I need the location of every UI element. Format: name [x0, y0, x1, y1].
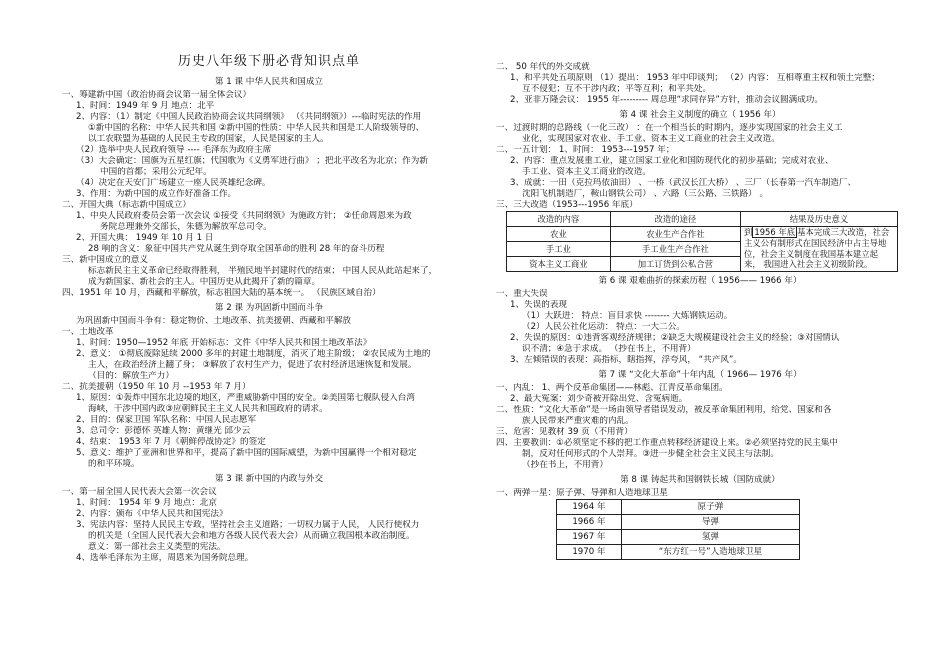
- text-line: 互不侵犯；互不干涉内政；平等互利；和平共处。: [522, 84, 712, 94]
- defense-year: 1970 年: [557, 545, 622, 560]
- text-line: 2、失误的原因：①违背客观经济规律；②缺乏大规模建设社会主义的经验；③对国情认: [510, 333, 840, 343]
- text-line: 3、成就：一田（克拉玛依油田） 、一桥（武汉长江大桥） 、三厂（长春第一汽车制造厂、: [510, 178, 857, 188]
- reform-cell: 农业: [507, 227, 611, 242]
- text-line: 3、左倾错误的表现：高指标，瞎指挥，浮夸风， “共产风”。: [510, 355, 742, 365]
- text-line: 中国的首都；采用公元纪年。: [100, 166, 212, 177]
- text-line: 1、时间：1950—1952 年底 开始标志：文件《中华人民共和国土地改革法》: [76, 337, 372, 348]
- table-row: [557, 530, 800, 545]
- defense-year: 1964 年: [557, 500, 622, 515]
- reform-cell: 手工业: [507, 242, 611, 257]
- text-line: 的机关是（全国人民代表大会和地方各级人民代表大会）从而确立我国根本政治制度。: [88, 530, 415, 541]
- lesson-heading: 第 1 课 中华人民共和国成立: [214, 76, 324, 87]
- reform-header-cell: 结果及历史意义: [741, 212, 898, 227]
- text-line: 四、1951 年 10 月，西藏和平解放，标志祖国大陆的基本统一。 （民族区域自治）: [62, 287, 381, 298]
- text-line: 手工业、资本主义工商业的改造。: [522, 167, 651, 177]
- text-line: 1、和平共处五项原则 （1）提出： 1953 年中印谈判； （2）内容： 互相尊重主权和领土完整；: [510, 73, 880, 83]
- reform-header-cell: 改造的途径: [610, 212, 740, 227]
- text-line: （1）大跃进： 特点：盲目求快 -------- 大炼钢铁运动。: [522, 311, 733, 321]
- text-line: 2、最大冤案：刘少奇被开除出党、含冤病逝。: [510, 394, 688, 404]
- text-line: 沈阳飞机制造厂，鞍山钢铁公司） 、六路（三公路、三铁路） 。: [522, 189, 769, 199]
- text-line: 2、内容：（1）制定《中国人民政治协商会议共同纲领》 （《共同纲领》）---临时宪法的作用: [76, 111, 422, 122]
- lesson-heading: 第 3 课 新中国的内政与外交: [214, 473, 324, 484]
- table-row: [557, 545, 800, 560]
- text-line: 28 响的含义：象征中国共产党从诞生到夺取全国革命的胜利 28 年的奋斗历程: [88, 243, 385, 254]
- reform-cell: 农业生产合作社: [610, 227, 740, 242]
- text-line: 2、内容：重点发展重工业，建立国家工业化和国防现代化的初步基础；完成对农业、: [510, 156, 834, 166]
- defense-item: 氢弹: [621, 530, 799, 545]
- lesson-heading: 第 8 课 铸起共和国钢铁长城（国防成就）: [620, 475, 780, 485]
- note-suffix: 基本完成三大改造，社会: [797, 227, 890, 237]
- text-line: 2、亚非万隆会议： 1955 年--------- 周总理“求同存异”方针，推动会议圆满成功。: [510, 95, 823, 105]
- reform-table: [506, 211, 898, 272]
- text-line: （4）决定在天安门广场建立一座人民英雄纪念碑。: [76, 177, 271, 188]
- text-line: 族人民带来严重灾难的内乱。: [522, 416, 634, 426]
- text-line: ①新中国的名称：中华人民共和国 ②新中国的性质：中华人民共和国是工人阶级领导的、: [88, 122, 425, 133]
- text-line: 一、重大失误: [496, 289, 548, 299]
- defense-year: 1966 年: [557, 515, 622, 530]
- text-line: （2）人民公社化运动： 特点：一大二公。: [522, 322, 685, 332]
- text-line: 一、筹建新中国（政治协商会议第一届全体会议）: [62, 89, 252, 100]
- reform-cell: 加工订货到公私合营: [610, 257, 740, 272]
- lesson-heading: 第 4 课 社会主义制度的确立（ 1956 年）: [619, 110, 781, 120]
- text-line: 一、土地改革: [62, 326, 114, 337]
- text-line: 1、原因：①轰炸中国东北边境的地区，严重威胁新中国的安全。②美国第七舰队侵入台湾: [76, 392, 415, 403]
- text-line: （3）大会确定：国旗为五星红旗；代国歌为《义勇军进行曲》 ；把北平改名为北京；作为新: [76, 155, 428, 166]
- defense-item: 导弹: [621, 515, 799, 530]
- defense-year: 1967 年: [557, 530, 622, 545]
- text-line: （2）选举中央人民政府领导 ---- 毛泽东为政府主席: [76, 144, 272, 155]
- text-line: 2、目的：保家卫国 军队名称：中国人民志愿军: [76, 414, 257, 425]
- text-line: 3、总司令：彭德怀 英雄人物：黄继光 邱少云: [76, 425, 251, 436]
- text-line: 2、意义： ①彻底废除延续 2000 多年的封建土地制度，消灭了地主阶级； ②农民成为土地的: [76, 348, 431, 359]
- table-row: [557, 515, 800, 530]
- text-line: 二、性质：“文化大革命”是一场由领导者错误发动，被反革命集团利用，给党、国家和各: [496, 405, 832, 415]
- note-prefix: 到: [744, 227, 753, 237]
- text-line: 的和平环境。: [88, 458, 140, 469]
- reform-cell: 资本主义工商业: [507, 257, 611, 272]
- text-line: 一、两弹一星：原子弹、导弹和人造地球卫星: [496, 488, 668, 498]
- text-line: 2、内容：颁布《中华人民共和国宪法》: [76, 508, 228, 519]
- text-line: 标志新民主主义革命已经取得胜利， 半殖民地半封建时代的结束； 中国人民从此站起来了，: [88, 265, 438, 276]
- note-rest: 主义公有制形式在国民经济中占主导地位，社会主义制度在我国基本建立起来， 我国进入社会主义初级阶段。: [744, 237, 887, 270]
- text-line: 三、危害：见教材 39 页（不用背）: [496, 427, 633, 437]
- reform-result-note: [741, 227, 898, 272]
- text-line: 主人，在政治经济上翻了身； ③解放了农村生产力，促进了农村经济迅速恢复和发展。: [88, 359, 417, 370]
- text-line: 以工农联盟为基础的人民民主专政的国家，人民是国家的主人。: [88, 133, 329, 144]
- text-line: 制，反对任何形式的个人崇拜。③进一步健全社会主义民主与法制。: [522, 449, 779, 459]
- table-row: [557, 500, 800, 515]
- text-line: 识不清；④急于求成。 （抄在书上，不用背）: [522, 344, 696, 354]
- right-content-bottom: [496, 276, 904, 499]
- lesson-heading: 第 7 课 “文化大革命”十年内乱（ 1966— 1976 年）: [598, 370, 802, 380]
- text-line: 2、开国大典： 1949 年 10 月 1 日: [76, 232, 214, 243]
- text-line: 三、三大改造（1953---1956 年底）: [496, 200, 638, 210]
- text-line: 二、开国大典（标志新中国成立）: [62, 199, 191, 210]
- text-line: 三、新中国成立的意义: [62, 254, 148, 265]
- text-line: 一、第一届全国人民代表大会第一次会议: [62, 486, 217, 497]
- text-line: 二、抗美援朝（1950 年 10 月 --1953 年 7 月）: [62, 381, 251, 392]
- text-line: 务院总理兼外交部长，朱德为解放军总司令。: [100, 221, 272, 232]
- defense-item: “东方红一号”人造地球卫星: [621, 545, 799, 560]
- note-year: 1956 年底: [754, 227, 796, 237]
- right-content-top: [496, 62, 904, 211]
- defense-table: [556, 499, 800, 560]
- text-line: 3、宪法内容：坚持人民民主专政，坚持社会主义道路；一切权力属于人民， 人民行使权力: [76, 519, 420, 530]
- defense-item: 原子弹: [621, 500, 799, 515]
- text-line: 业化，实现国家对农业、手工业、资本主义工商业的社会主义改造。: [522, 134, 780, 144]
- text-line: 二、一五计划： 1、时间： 1953---1957 年；: [496, 145, 675, 155]
- text-line: 1、中央人民政府委员会第一次会议 ①接受《共同纲领》为施政方针； ②任命周恩来为政: [76, 210, 412, 221]
- text-line: 一、内乱： 1、两个反革命集团——林彪、江青反革命集团。: [496, 383, 728, 393]
- left-content: [62, 77, 476, 564]
- text-line: 为巩固新中国而斗争有：稳定物价、土地改革、抗美援朝、西藏和平解放: [76, 315, 352, 326]
- text-line: 二、 50 年代的外交成就: [496, 62, 590, 72]
- text-line: 一、过渡时期的总路线（一化三改） ：在一个相当长的时期内，逐步实现国家的社会主义工: [496, 123, 843, 133]
- text-line: 4、选举毛泽东为主席，周恩来为国务院总理。: [76, 552, 254, 563]
- lesson-heading: 第 2 课 为巩固新中国而斗争: [214, 302, 324, 313]
- reform-table-header: [507, 212, 898, 227]
- text-line: 4、结束： 1953 年 7 月《朝鲜停战协定》的签定: [76, 436, 266, 447]
- text-line: 1、失误的表现: [510, 300, 568, 310]
- right-column: [496, 62, 904, 560]
- page-title: 历史八年级下册必背知识点单: [177, 54, 360, 69]
- text-line: 海峡，干涉中国内政③应朝鲜民主主义人民共和国政府的请求。: [88, 403, 328, 414]
- lesson-heading: 第 6 课 艰难曲折的探索历程（ 1956—— 1966 年）: [598, 276, 802, 286]
- text-line: （抄在书上，不用背）: [522, 460, 608, 470]
- text-line: 5、意义：维护了亚洲和世界和平，提高了新中国的国际威望，为新中国赢得一个相对稳定: [76, 447, 417, 458]
- reform-cell: 手工业生产合作社: [610, 242, 740, 257]
- left-column: [62, 54, 476, 564]
- text-line: （目的：解放生产力）: [88, 370, 174, 381]
- text-line: 1、时间： 1954 年 9 月 地点：北京: [76, 497, 217, 508]
- text-line: 1、时间：1949 年 9 月 地点：北平: [76, 100, 215, 111]
- text-line: 四、主要教训：①必须坚定不移的把工作重点转移经济建设上来。②必须坚持党的民主集中: [496, 438, 838, 448]
- text-line: 3、作用：为新中国的成立作好准备工作。: [76, 188, 237, 199]
- table-row: [507, 227, 898, 242]
- reform-header-cell: 改造的内容: [507, 212, 611, 227]
- text-line: 成为新国家、新社会的主人。中国历史从此揭开了新的篇章。: [88, 276, 321, 287]
- text-line: 意义：第一部社会主义类型的宪法。: [88, 541, 226, 552]
